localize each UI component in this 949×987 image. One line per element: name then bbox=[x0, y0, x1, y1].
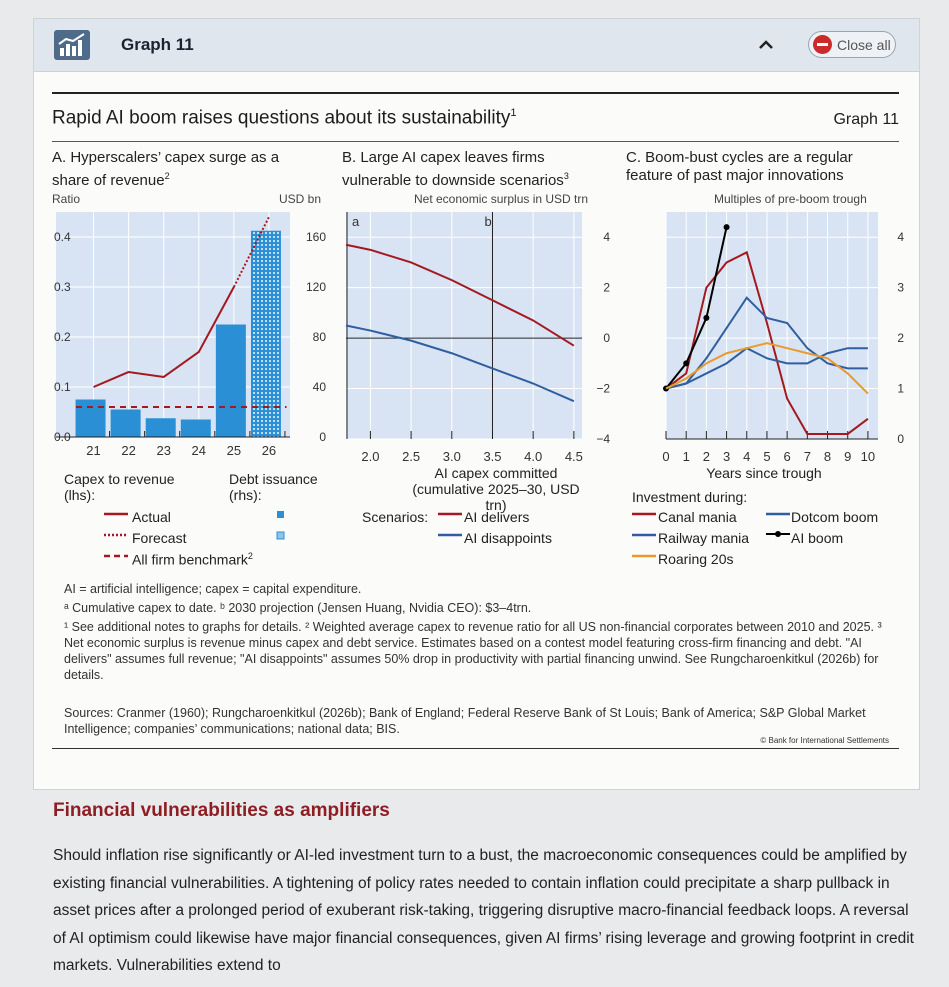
x-tick-label: 23 bbox=[156, 443, 171, 458]
x-tick-label: 4 bbox=[743, 449, 751, 464]
debt-bar bbox=[216, 325, 246, 438]
y-tick: 2 bbox=[897, 331, 904, 346]
panel-b-xlabel: AI capex committed (cumulative 2025–30, USD trn) bbox=[412, 465, 580, 513]
legend-ai-boom: AI boom bbox=[791, 530, 844, 546]
panel-c-chart bbox=[626, 207, 906, 464]
marker-b-label: b bbox=[484, 214, 492, 229]
panel-a-legend-lhs-title: Capex to revenue (lhs): bbox=[64, 471, 175, 503]
panel-a-right-axis-label: USD bn bbox=[279, 192, 322, 206]
x-tick-label: 2.0 bbox=[361, 449, 380, 464]
title-rule bbox=[52, 141, 899, 142]
debt-bar bbox=[111, 410, 141, 438]
y-tick: 4 bbox=[603, 230, 610, 245]
figure-title: Rapid AI boom raises questions about its sustainability$^1$ bbox=[52, 107, 517, 129]
debt-bar bbox=[76, 400, 106, 438]
legend-benchmark-swatch bbox=[104, 551, 130, 561]
y-tick: −4 bbox=[596, 432, 610, 446]
legend-debt-actual-swatch bbox=[277, 511, 287, 521]
debt-bar bbox=[146, 418, 176, 437]
y-tick-right: 0 bbox=[319, 430, 326, 444]
graph-header[interactable] bbox=[34, 19, 919, 72]
x-tick-label: 26 bbox=[261, 443, 277, 458]
legend-ai-boom-swatch bbox=[766, 528, 792, 540]
y-tick: 4 bbox=[897, 230, 904, 245]
note-footnotes: ¹ See additional notes to graphs for details. ² Weighted average capex to revenue ratio for all US non-financial corporates between 2010 and 2025. ³ Net economic surplus is revenue minus capex and debt service. Estimates based on a contest model featuring cross-firm financing and debt. "AI delivers" assumes full revenue; "AI disappoints" assumes 50% drop in productivity with partial financing unwind. See Rungcharoenkitkul (2026b) for details. bbox=[64, 620, 882, 682]
header-title: Graph 11 bbox=[121, 35, 194, 54]
panel-b-scenarios-label: Scenarios: bbox=[362, 509, 429, 525]
legend-canal-mania: Canal mania bbox=[658, 509, 737, 525]
close-icon bbox=[813, 35, 832, 54]
x-tick-label: 4.0 bbox=[524, 449, 543, 464]
legend-ai-disappoints: AI disappoints bbox=[464, 530, 552, 546]
marker-a-label: a bbox=[352, 214, 360, 229]
legend-railway-mania: Railway mania bbox=[658, 530, 750, 546]
x-tick-label: 8 bbox=[823, 449, 832, 464]
y-tick-left: 0.2 bbox=[54, 330, 71, 344]
legend-ai-delivers-swatch bbox=[438, 509, 464, 519]
legend-roaring-20s: Roaring 20s bbox=[658, 551, 734, 567]
debt-bar bbox=[181, 420, 211, 438]
y-tick: −2 bbox=[596, 381, 610, 396]
x-tick-label: 24 bbox=[191, 443, 207, 458]
bis-credit: © Bank for International Settlements bbox=[760, 736, 889, 745]
chart-icon bbox=[54, 30, 90, 60]
legend-railway-swatch bbox=[632, 530, 658, 540]
legend-forecast: Forecast bbox=[132, 530, 187, 546]
close-all-button[interactable] bbox=[808, 31, 896, 58]
legend-canal-swatch bbox=[632, 509, 658, 519]
y-tick: 2 bbox=[603, 280, 610, 295]
legend-actual-swatch bbox=[104, 509, 130, 519]
x-tick-label: 0 bbox=[662, 449, 670, 464]
x-tick-label: 4.5 bbox=[564, 449, 583, 464]
y-tick-left: 0.3 bbox=[54, 280, 71, 294]
section-body: Should inflation rise significantly or AI-led investment turn to a bust, the macroeconomic consequences could be amplified by existing financial vulnerabilities. A tightening of policy rates needed to contain inflation could precipitate a sharp pullback in asset prices after a prolonged period of exuberant risk-taking, triggering disruptive macro-financial feedback loops. A reversal of AI optimism could likewise have major financial consequences, given AI firms’ rising leverage and growing footprint in credit markets. Vulnerabilities extend to bbox=[53, 847, 914, 974]
legend-ai-delivers: AI delivers bbox=[464, 509, 530, 525]
panel-b-chart bbox=[342, 207, 612, 464]
y-tick: 1 bbox=[897, 381, 904, 396]
legend-actual: Actual bbox=[132, 509, 171, 525]
y-tick: 0 bbox=[603, 331, 610, 346]
graph-card bbox=[33, 18, 920, 790]
x-tick-label: 25 bbox=[226, 443, 242, 458]
top-rule bbox=[52, 92, 899, 94]
figure-number: Graph 11 bbox=[833, 111, 899, 128]
x-tick-label: 5 bbox=[763, 449, 771, 464]
x-tick-label: 3 bbox=[722, 449, 731, 464]
note-markers: ᵃ Cumulative capex to date. ᵇ 2030 projection (Jensen Huang, Nvidia CEO): $3–4trn. bbox=[64, 601, 532, 615]
panel-a-left-axis-label: Ratio bbox=[52, 192, 81, 206]
plot-area bbox=[346, 212, 582, 439]
panel-a-chart bbox=[52, 207, 330, 458]
y-tick-left: 0.1 bbox=[54, 380, 71, 394]
ai-boom-point bbox=[724, 224, 730, 230]
y-tick-right: 160 bbox=[305, 230, 326, 244]
bottom-rule bbox=[52, 748, 899, 749]
x-tick-label: 7 bbox=[803, 449, 811, 464]
figure-sources: Sources: Cranmer (1960); Rungcharoenkitkul (2026b); Bank of England; Federal Reserve Bank of St Louis; Bank of America; S&P Global Market Intelligence; companies’ communications; national data; BIS. bbox=[64, 706, 866, 736]
y-tick-left: 0.0 bbox=[54, 430, 71, 444]
panel-c-xlabel: Years since trough bbox=[706, 465, 822, 481]
y-tick-right: 80 bbox=[312, 330, 326, 344]
y-tick-left: 0.4 bbox=[54, 230, 71, 244]
x-tick-label: 10 bbox=[860, 449, 876, 464]
x-tick-label: 22 bbox=[121, 443, 136, 458]
panel-c-legend-title: Investment during: bbox=[632, 489, 748, 505]
figure-notes bbox=[64, 581, 894, 686]
close-all-label: Close all bbox=[837, 37, 891, 53]
legend-ai-disappoints-swatch bbox=[438, 530, 464, 540]
x-tick-label: 3.5 bbox=[483, 449, 502, 464]
x-tick-label: 21 bbox=[86, 443, 101, 458]
x-tick-label: 1 bbox=[682, 449, 690, 464]
panel-b-title: B. Large AI capex leaves firms vulnerable to downside scenarios$^3$ bbox=[342, 149, 569, 189]
legend-dotcom-boom: Dotcom boom bbox=[791, 509, 879, 525]
ai-boom-point bbox=[683, 360, 689, 366]
y-tick: 0 bbox=[897, 432, 904, 446]
section-title: Financial vulnerabilities as amplifiers bbox=[53, 800, 390, 821]
x-tick-label: 2 bbox=[702, 449, 710, 464]
y-tick-right: 40 bbox=[312, 380, 326, 394]
chevron-up-icon[interactable] bbox=[754, 33, 778, 57]
y-tick-right: 120 bbox=[305, 280, 326, 294]
panel-c-title: C. Boom-bust cycles are a regular feature of past major innovations bbox=[626, 149, 853, 184]
panel-a-title: A. Hyperscalers’ capex surge as a share of revenue$^2$ bbox=[52, 149, 280, 189]
panel-a-legend-rhs-title: Debt issuance (rhs): bbox=[229, 471, 318, 503]
x-tick-label: 6 bbox=[783, 449, 791, 464]
panel-c-axis-label: Multiples of pre-boom trough bbox=[714, 192, 867, 206]
legend-roaring20s-swatch bbox=[632, 551, 658, 561]
legend-dotcom-swatch bbox=[766, 509, 792, 519]
x-tick-label: 3.0 bbox=[442, 449, 461, 464]
panel-b-axis-label: Net economic surplus in USD trn bbox=[414, 192, 589, 206]
legend-benchmark: All firm benchmark$^2$ bbox=[132, 551, 253, 568]
x-tick-label: 9 bbox=[844, 449, 852, 464]
y-tick: 3 bbox=[897, 280, 904, 295]
legend-debt-forecast-swatch bbox=[277, 532, 287, 542]
legend-forecast-swatch bbox=[104, 530, 130, 540]
x-tick-label: 2.5 bbox=[402, 449, 421, 464]
note-abbreviations: AI = artificial intelligence; capex = capital expenditure. bbox=[64, 582, 362, 596]
ai-boom-point bbox=[703, 315, 709, 321]
